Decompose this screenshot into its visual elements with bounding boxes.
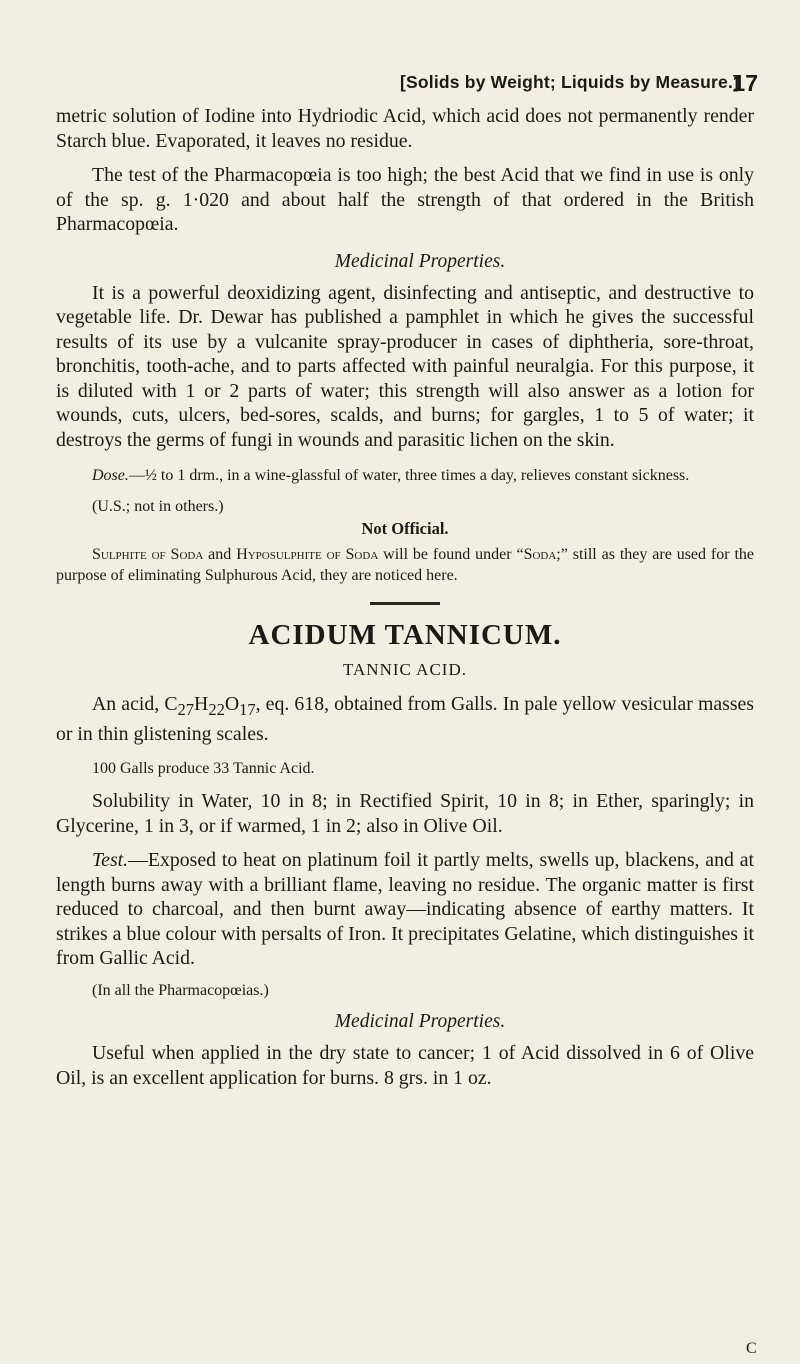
paragraph-iodine-continuation: metric solution of Iodine into Hydriodic Acid, which acid does not permanently render Starch blue. Evaporated, it leaves no residue. [56, 105, 754, 152]
dose-paragraph [56, 466, 754, 487]
sulphite-text-2: ;” still as they are used for the purpose of eliminating Sulphurous Acid, they are noticed here. [56, 546, 754, 584]
sulphite-note [56, 545, 754, 586]
formula-subscript: 27 [177, 699, 195, 719]
section-divider [370, 602, 440, 605]
formula-part: O [224, 693, 240, 715]
not-official-label: Not Official. [361, 519, 449, 538]
sulphite-of-soda: Sulphite of Soda [92, 546, 204, 563]
medicinal-properties-heading: Medicinal Properties. [334, 250, 506, 272]
page-header [56, 60, 758, 104]
book-page [56, 60, 758, 1090]
formula-subscript: 17 [239, 699, 256, 719]
medicinal-properties-heading-2: Medicinal Properties. [334, 1011, 506, 1033]
us-note: (U.S.; not in others.) [92, 497, 224, 515]
formula-subscript: 22 [208, 699, 225, 719]
dose-text: —½ to 1 drm., in a wine-glassful of water, three times a day, relieves constant sickness. [128, 467, 690, 484]
test-text: —Exposed to heat on platinum foil it partly melts, swells up, blackens, and at length burns away with a brilliant flame, leaving no residue. The organic matter is first reduced to charcoal, and then burnt away—indicating absence of earthy matters. It strikes a blue colour with persalts of Iron. It precipitates Gelatine, which distinguishes it from Gallic Acid. [56, 849, 754, 970]
dose-label: Dose. [92, 467, 129, 484]
paragraph-test [56, 848, 754, 971]
paragraph-medicinal-properties: It is a powerful deoxidizing agent, disinfecting and antiseptic, and destructive to vegetable life. Dr. Dewar has published a pamphlet in which he gives the successful results of its use by a vulcanite spray-producer in cases of diphtheria, sore-throat, bronchitis, tooth-ache, and to parts affected with painful neuralgia. For this purpose, it is diluted with 1 or 2 parts of water; this strength will also answer as a lotion for wounds, cuts, ulcers, bed-sores, scalds, and burns; for gargles, 1 to 5 of water; it destroys the germs of fungi in wounds and parasitic lichen on the skin. [56, 281, 754, 451]
section-title: ACIDUM TANNICUM. [248, 619, 562, 651]
signature-mark: C [746, 1340, 757, 1357]
soda-reference: Soda [523, 546, 557, 563]
sulphite-text-1: will be found under “ [378, 546, 524, 563]
test-label: Test. [92, 849, 129, 872]
running-title: [Solids by Weight; Liquids by Measure.] [400, 72, 740, 92]
hyposulphite-of-soda: Hyposulphite of Soda [236, 546, 379, 563]
section-subtitle: TANNIC ACID. [343, 660, 467, 679]
galls-note: 100 Galls produce 33 Tannic Acid. [92, 759, 315, 777]
formula-part: H [194, 693, 209, 715]
formula-description: , eq. 618, obtained from Galls. In pale yellow vesicular masses or in thin glistening scales. [56, 693, 754, 746]
page-number: 17 [732, 70, 758, 96]
paragraph-solubility: Solubility in Water, 10 in 8; in Rectified Spirit, 10 in 8; in Ether, sparingly; in Glycerine, 1 in 3, or if warmed, 1 in 2; also in Olive Oil. [56, 790, 754, 837]
formula-part: An acid, C [92, 693, 178, 715]
paragraph-pharmacopoeia-test: The test of the Pharmacopœia is too high; the best Acid that we find in use is only of the sp. g. 1·020 and about half the strength of that ordered in the British Pharmacopœia. [56, 164, 754, 235]
paragraph-formula [56, 692, 754, 747]
pharmacopoeias-note: (In all the Pharmacopœias.) [92, 981, 269, 999]
sulphite-connector: and [203, 546, 237, 563]
paragraph-uses: Useful when applied in the dry state to cancer; 1 of Acid dissolved in 6 of Olive Oil, is an excellent application for burns. 8 grs. in 1 oz. [56, 1042, 754, 1089]
